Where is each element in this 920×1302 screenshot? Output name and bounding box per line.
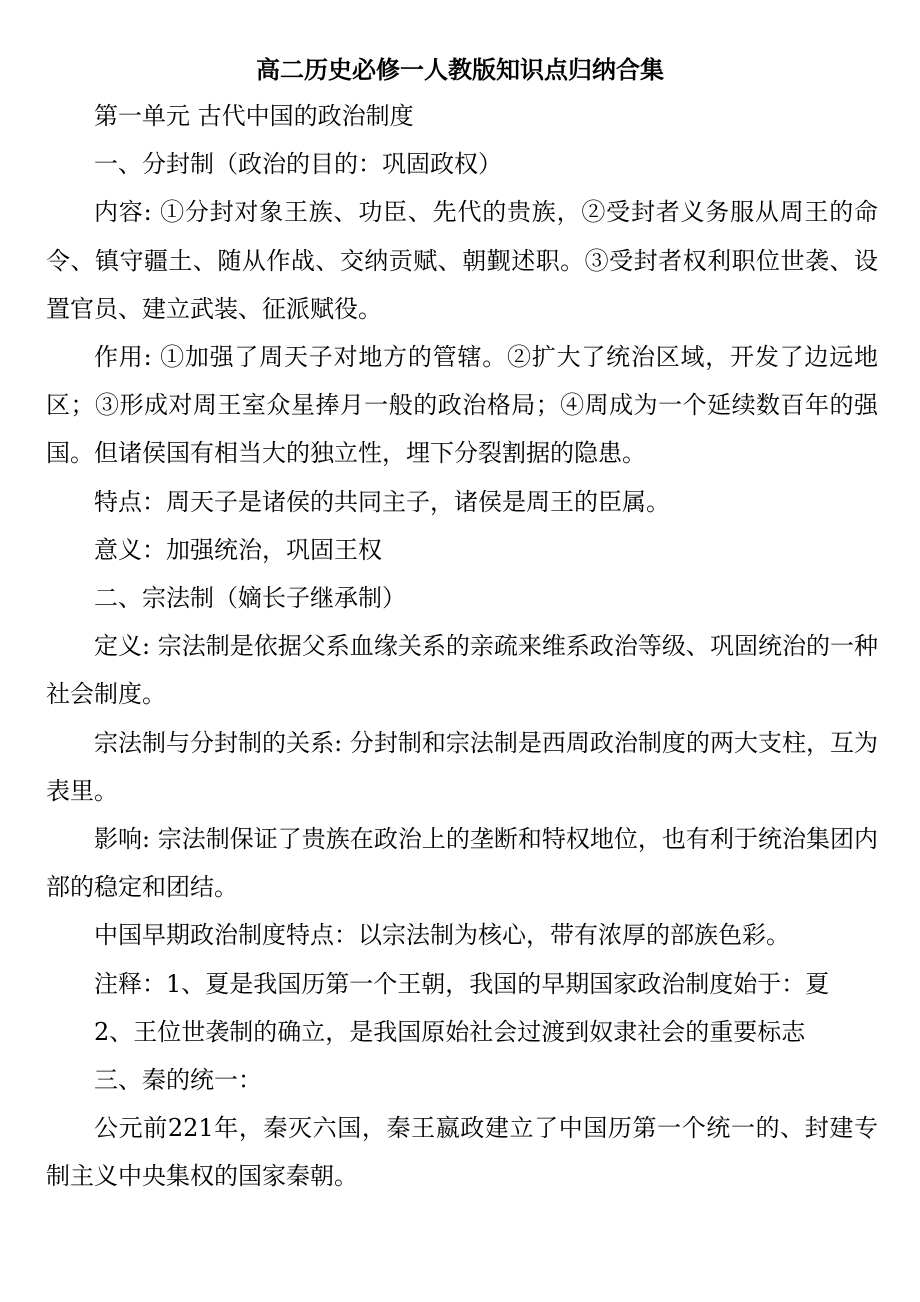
section-heading-fengjian: 一、分封制（政治的目的：巩固政权）	[94, 150, 502, 179]
paragraph-definition: 定义: 宗法制是依据父系血缘关系的亲疏来维系政治等级、巩固统治的一种社会制度。	[46, 632, 878, 709]
paragraph-influence: 影响: 宗法制保证了贵族在政治上的垄断和特权地位，也有利于统治集团内部的稳定和团结。	[46, 825, 878, 902]
paragraph-feature: 特点：周天子是诸侯的共同主子，诸侯是周王的臣属。	[94, 487, 670, 516]
document-title: 高二历史必修一人教版知识点归纳合集	[256, 56, 664, 84]
section-heading-qin: 三、秦的统一：	[94, 1066, 262, 1095]
paragraph-qin-unification: 公元前221年，秦灭六国，秦王嬴政建立了中国历第一个统一的、封建专制主义中央集权的国家秦朝。	[46, 1114, 878, 1191]
paragraph-significance: 意义：加强统治，巩固王权	[94, 535, 382, 564]
paragraph-relationship: 宗法制与分封制的关系: 分封制和宗法制是西周政治制度的两大支柱，互为表里。	[46, 728, 878, 805]
paragraph-content: 内容: ①分封对象王族、功臣、先代的贵族，②受封者义务服从周王的命令、镇守疆土、随从作战、交纳贡赋、朝觐述职。③受封者权利职位世袭、设置官员、建立武装、征派赋役。	[46, 198, 878, 323]
paragraph-note-1: 注释：1、夏是我国历第一个王朝，我国的早期国家政治制度始于：夏	[94, 969, 830, 998]
unit-heading: 第一单元 古代中国的政治制度	[94, 102, 414, 130]
document-body	[46, 92, 878, 1201]
paragraph-early-features: 中国早期政治制度特点：以宗法制为核心，带有浓厚的部族色彩。	[94, 921, 790, 950]
paragraph-note-2: 2、王位世袭制的确立，是我国原始社会过渡到奴隶社会的重要标志	[94, 1017, 806, 1046]
section-heading-zongfa: 二、宗法制（嫡长子继承制）	[94, 584, 406, 613]
paragraph-effect: 作用: ①加强了周天子对地方的管辖。②扩大了统治区域，开发了边远地区；③形成对周王室众星捧月一般的政治格局；④周成为一个延续数百年的强国。但诸侯国有相当大的独立性，埋下分裂割据的隐患。	[46, 343, 878, 468]
